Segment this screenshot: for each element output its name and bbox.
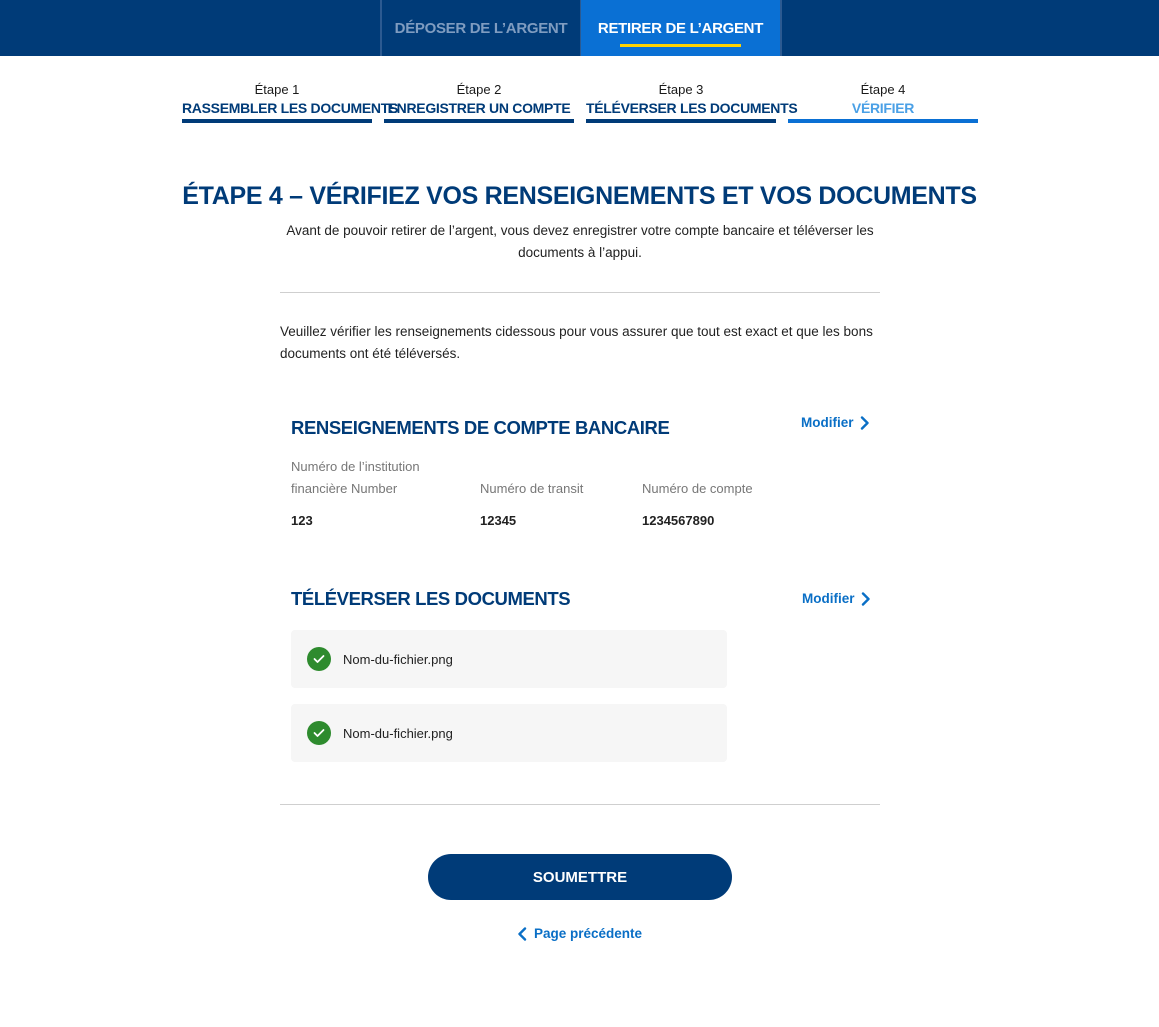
divider <box>280 292 880 293</box>
institution-number-value: 123 <box>291 513 313 528</box>
bank-section-heading: RENSEIGNEMENTS DE COMPTE BANCAIRE <box>291 417 670 438</box>
chevron-left-icon <box>517 927 527 941</box>
modify-bank-label: Modifier <box>801 415 854 430</box>
transit-number-label: Numéro de transit <box>480 481 584 496</box>
divider <box>280 804 880 805</box>
step-3[interactable] <box>586 82 798 118</box>
tab-withdraw[interactable] <box>581 0 782 56</box>
chevron-right-icon <box>861 592 871 606</box>
file-name: Nom-du-fichier.png <box>343 651 453 667</box>
file-name: Nom-du-fichier.png <box>343 725 453 741</box>
step-progress-bar <box>788 119 978 123</box>
institution-number-label: Numéro de l’institution financière Number <box>291 459 420 496</box>
transit-number-value: 12345 <box>480 513 517 528</box>
tab-deposit[interactable] <box>380 0 581 56</box>
modify-bank-link[interactable] <box>801 415 870 430</box>
step-1[interactable] <box>182 82 399 118</box>
step-number: Étape 3 <box>658 82 704 97</box>
account-number-label: Numéro de compte <box>642 481 753 496</box>
check-circle-icon <box>307 721 331 745</box>
documents-section-heading: TÉLÉVERSER LES DOCUMENTS <box>291 588 571 609</box>
step-progress-bar <box>182 119 372 123</box>
step-progress-bar <box>384 119 574 123</box>
step-label: RASSEMBLER LES DOCUMENTS <box>182 100 399 116</box>
top-nav-bar <box>0 0 1159 56</box>
verify-instructions: Veuillez vérifier les renseignements cidessous pour vous assurer que tout est exact et que les bons documents ont été téléversés. <box>280 324 873 361</box>
step-number: Étape 2 <box>456 82 502 97</box>
chevron-right-icon <box>860 416 870 430</box>
uploaded-file-card <box>291 630 727 688</box>
tab-deposit-label: DÉPOSER DE L’ARGENT <box>394 19 568 37</box>
uploaded-file-card <box>291 704 727 762</box>
check-circle-icon <box>307 647 331 671</box>
modify-documents-link[interactable] <box>802 591 871 606</box>
tab-withdraw-label: RETIRER DE L’ARGENT <box>597 19 764 37</box>
step-progress-bar <box>586 119 776 123</box>
modify-documents-label: Modifier <box>802 591 855 606</box>
page-title: ÉTAPE 4 – VÉRIFIEZ VOS RENSEIGNEMENTS ET VOS DOCUMENTS <box>182 182 977 210</box>
active-tab-underline <box>620 44 741 47</box>
previous-page-link[interactable] <box>517 926 642 941</box>
previous-page-label: Page précédente <box>534 926 643 941</box>
step-number: Étape 1 <box>254 82 300 97</box>
step-label: ENREGISTRER UN COMPTE <box>387 100 571 116</box>
submit-button[interactable]: SOUMETTRE <box>428 854 732 900</box>
intro-text: Avant de pouvoir retirer de l’argent, vous devez enregistrer votre compte bancaire et téléverser les documents à l’appui. <box>286 223 874 260</box>
step-label: TÉLÉVERSER LES DOCUMENTS <box>586 100 798 116</box>
step-label: VÉRIFIER <box>851 100 915 116</box>
step-number: Étape 4 <box>860 82 906 97</box>
step-4[interactable] <box>788 82 978 118</box>
step-2[interactable] <box>384 82 574 118</box>
account-number-value: 1234567890 <box>642 513 715 528</box>
